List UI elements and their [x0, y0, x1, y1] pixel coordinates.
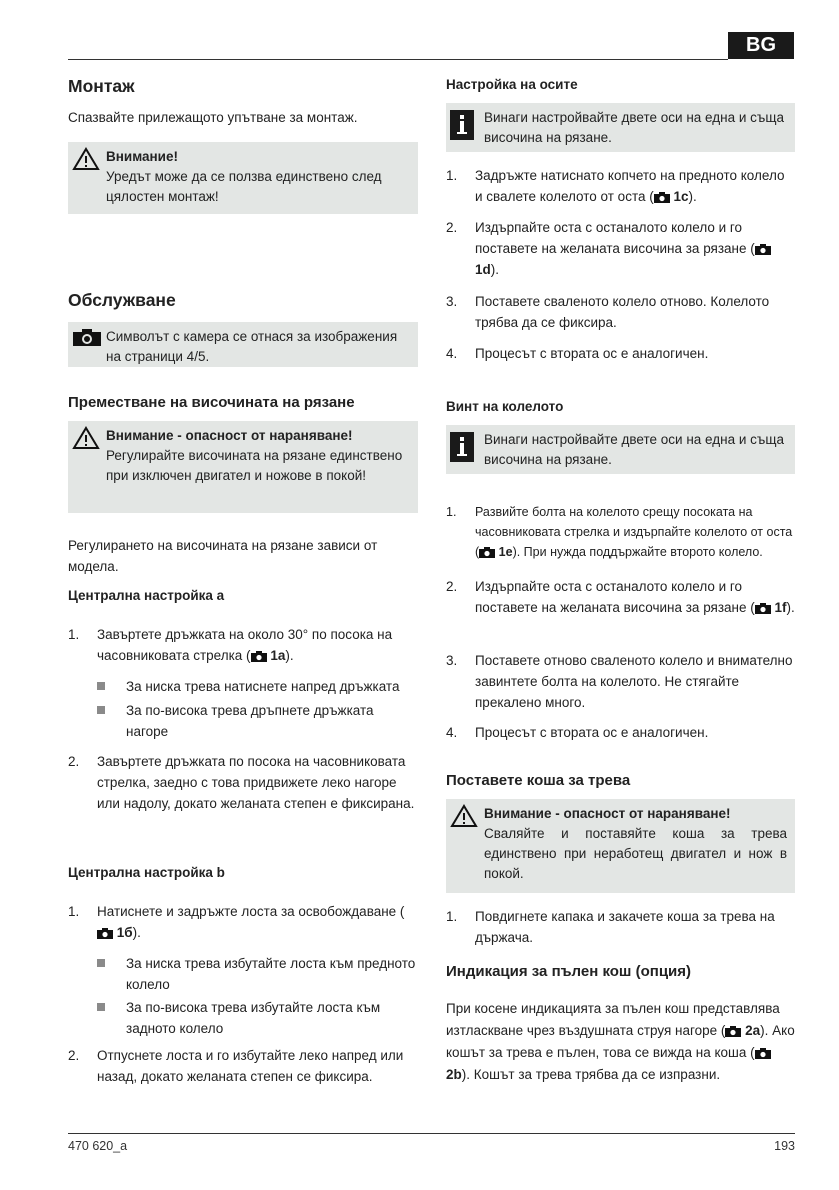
section-title-basket: Поставете коша за трева [446, 772, 631, 789]
subsection-title-central-b: Централна настройка b [68, 865, 225, 880]
basket-warning-box [446, 799, 795, 893]
height-text: Регулирането на височината на рязане зависи от модела. [68, 538, 378, 574]
list-item: 2. Издърпайте оста с останалото колело и го поставете на желаната височина за рязане ( 1f). [446, 579, 795, 615]
camera-icon [479, 547, 495, 558]
footer-rule [68, 1133, 795, 1134]
subsection-title-axes: Настройка на осите [446, 77, 578, 92]
camera-icon [755, 603, 771, 614]
warning-text: Сваляйте и поставяйте коша за трева единствено при неработещ двигател и нож в покой. [484, 826, 787, 881]
list-item: 2. Отпуснете лоста и го избутайте леко напред или назад, докато желаната степен се фиксира. [68, 1048, 404, 1084]
list-item: За по-висока трева дръпнете дръжката нагоре [97, 700, 418, 742]
section-title-height: Преместване на височината на рязане [68, 394, 355, 411]
language-badge: BG [728, 32, 794, 59]
camera-icon [654, 192, 670, 203]
warning-title: Внимание - опасност от нараняване! [484, 806, 731, 821]
header-rule [68, 59, 728, 60]
camera-note-text: Символът с камера се отнася за изображения на страници 4/5. [106, 329, 398, 364]
indicator-text: При косене индикацията за пълен кош представлява изтласкване чрез въздушната струя нагоре ( 2a). Ако кошът за трева е пълен, това се вижда на коша ( 2b). Кошът за трева трябва да се изпразни. [446, 1001, 795, 1082]
section-title-montazh: Монтаж [68, 76, 135, 96]
info-text: Винаги настройвайте двете оси на една и съща височина на рязане. [484, 432, 784, 467]
warning-text: Регулирайте височината на рязане единствено при изключен двигател и ножове в покой! [106, 448, 403, 483]
list-item: За по-висока трева избутайте лоста към задното колело [97, 997, 418, 1039]
page-number: 193 [774, 1139, 795, 1153]
list-item: 1. Натиснете и задръжте лоста за освобождаване ( 1б). [68, 904, 405, 940]
bullet-square [97, 706, 105, 714]
montazh-text: Спазвайте прилежащото упътване за монтаж. [68, 110, 358, 125]
list-item: 1. Завъртете дръжката на около 30° по посока на часовниковата стрелка ( 1a). [68, 627, 393, 663]
montazh-warning-box [68, 142, 418, 214]
section-title-indicator: Индикация за пълен кош (опция) [446, 963, 692, 980]
bullet-square [97, 1003, 105, 1011]
info-icon [450, 432, 474, 462]
camera-icon [755, 1048, 771, 1059]
warning-title: Внимание! [106, 149, 178, 164]
subsection-title-screw: Винт на колелото [446, 399, 564, 414]
camera-icon [755, 244, 771, 255]
camera-icon [725, 1026, 741, 1037]
list-item: За ниска трева избутайте лоста към предното колело [97, 953, 418, 995]
camera-icon [72, 329, 102, 347]
list-item: 2. Завъртете дръжката по посока на часовниковата стрелка, заедно с това придвижете леко нагоре или надолу, докато желаната степен е фиксирана. [68, 754, 415, 811]
subsection-title-central-a: Централна настройка a [68, 588, 225, 603]
axes-info-box [446, 103, 795, 152]
list-item: 1. Задръжте натиснато копчето на предното колело и свалете колелото от оста ( 1c). [446, 168, 785, 204]
list-item: 4. Процесът с втората ос е аналогичен. [446, 346, 709, 361]
bullet-square [97, 959, 105, 967]
camera-note-box [68, 322, 418, 367]
info-icon [450, 110, 474, 140]
list-item: 1. Развийте болта на колелото срещу посоката на часовниковата стрелка и издърпайте колелото от оста ( 1e). При нужда поддържайте второто колело. [446, 505, 793, 559]
list-item: 4. Процесът с втората ос е аналогичен. [446, 725, 709, 740]
screw-info-box [446, 425, 795, 474]
camera-icon [251, 651, 267, 662]
list-item: 1. Повдигнете капака и закачете коша за трева на държача. [446, 909, 775, 945]
bullet-square [97, 682, 105, 690]
warning-icon [450, 804, 478, 828]
list-item: 3. Поставете отново сваленото колело и внимателно завинтете болта на колелото. Не стягайте прекалено много. [446, 653, 793, 710]
list-item: 2. Издърпайте оста с останалото колело и го поставете на желаната височина за рязане ( 1d). [446, 217, 795, 280]
info-text: Винаги настройвайте двете оси на една и съща височина на рязане. [484, 110, 784, 145]
warning-title: Внимание - опасност от нараняване! [106, 428, 353, 443]
list-item: 3. Поставете сваленото колело отново. Колелото трябва да се фиксира. [446, 294, 770, 330]
warning-icon [72, 426, 100, 450]
warning-text: Уредът може да се ползва единствено след цялостен монтаж! [106, 169, 382, 204]
camera-icon [97, 928, 113, 939]
list-item: За ниска трева натиснете напред дръжката [97, 676, 418, 697]
height-warning-box [68, 421, 418, 513]
doc-code: 470 620_a [68, 1139, 128, 1153]
warning-icon [72, 147, 100, 171]
section-title-obsluzhvane: Обслужване [68, 290, 176, 310]
